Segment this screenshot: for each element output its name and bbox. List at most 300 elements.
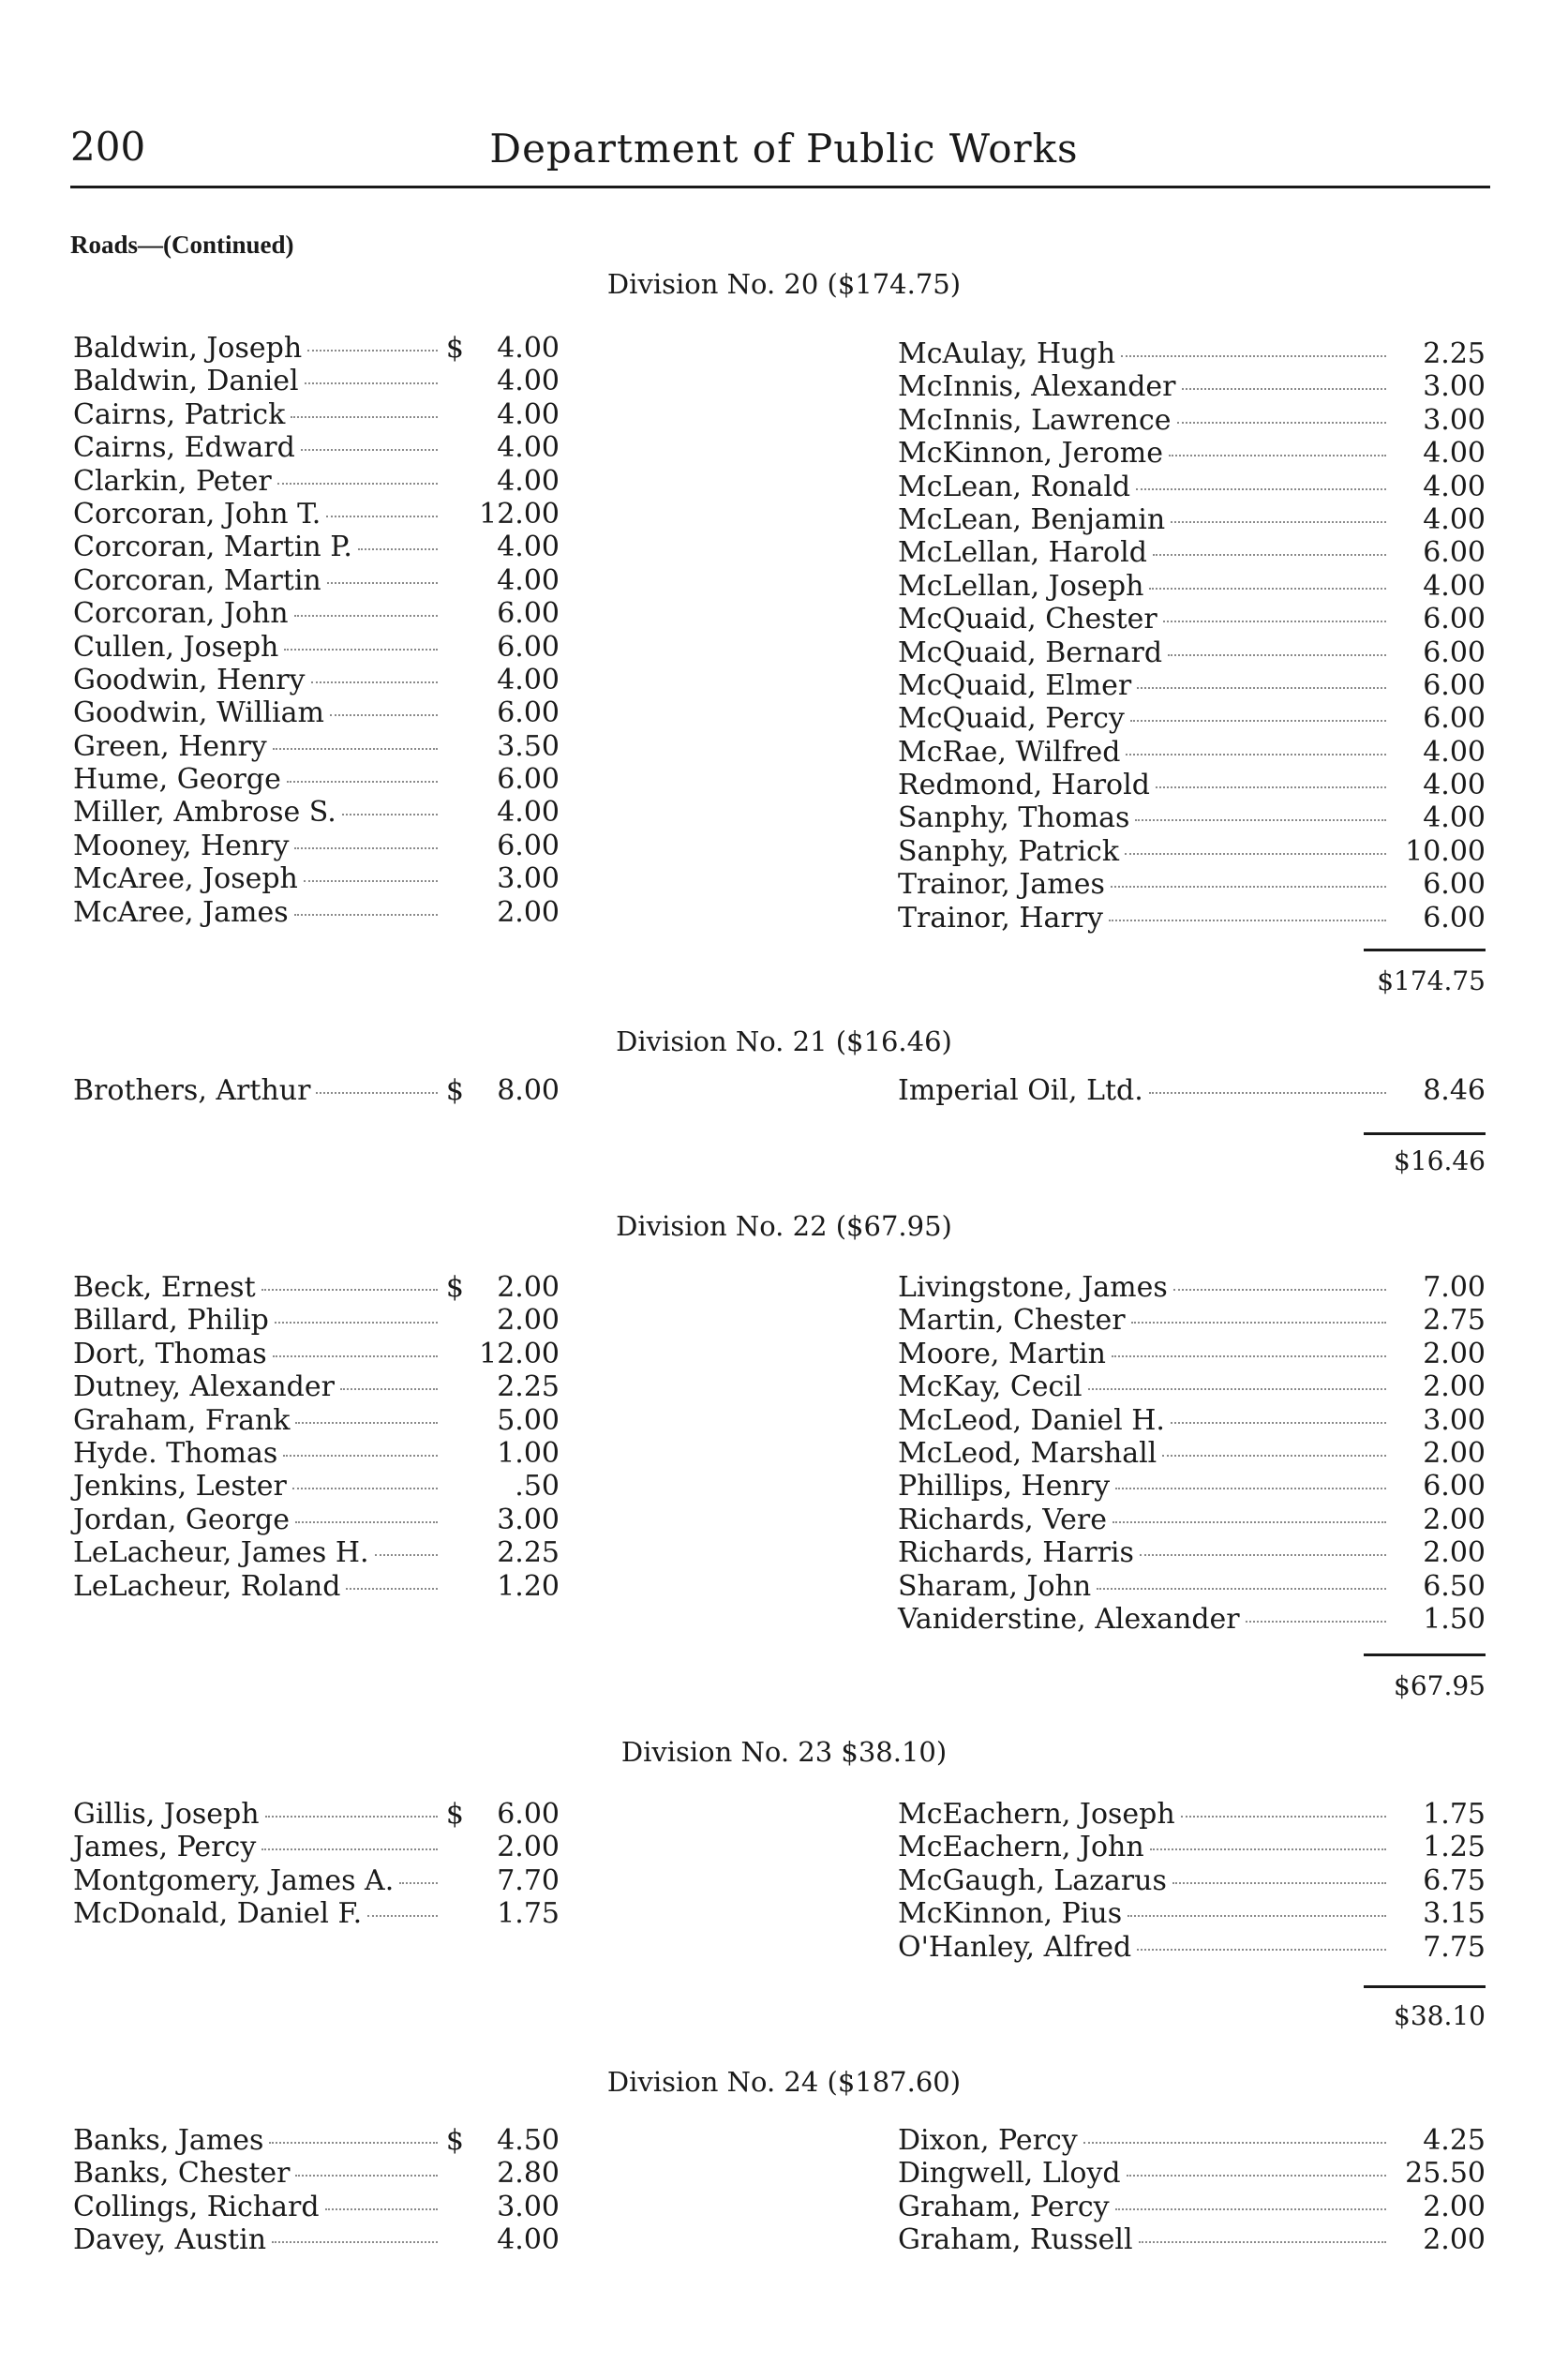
- ledger-row: [73, 2191, 560, 2223]
- ledger-row: [898, 503, 1486, 536]
- payee-name: McAree, James: [73, 895, 289, 929]
- dot-leader: [1173, 1289, 1386, 1291]
- amount: 6.00: [497, 829, 560, 862]
- ledger-row: [73, 431, 560, 464]
- dot-leader: [367, 1915, 438, 1917]
- amount: 6.00: [1423, 603, 1486, 636]
- payee-name: McAulay, Hugh: [898, 337, 1116, 370]
- amount: 2.00: [497, 1271, 560, 1304]
- division-total: $16.46: [1394, 1145, 1486, 1176]
- payee-name: Corcoran, Martin P.: [73, 531, 352, 564]
- ledger-row: [898, 868, 1486, 901]
- amount: 7.75: [1423, 1930, 1486, 1964]
- total-rule: [1364, 1132, 1486, 1135]
- payee-name: Banks, James: [73, 2124, 264, 2157]
- dot-leader: [273, 748, 438, 750]
- payee-name: Goodwin, William: [73, 696, 324, 730]
- division-heading: Division No. 24 ($187.60): [606, 2066, 962, 2098]
- payee-name: Trainor, Harry: [898, 901, 1104, 935]
- dot-leader: [1163, 621, 1386, 622]
- payee-name: McInnis, Lawrence: [898, 403, 1172, 437]
- payee-name: Montgomery, James A.: [73, 1863, 395, 1897]
- payee-name: Jordan, George: [73, 1503, 290, 1536]
- payee-name: Dutney, Alexander: [73, 1370, 335, 1404]
- payee-name: Banks, Chester: [73, 2157, 291, 2191]
- dot-leader: [1140, 1554, 1386, 1556]
- ledger-row: [73, 631, 560, 664]
- ledger-row: [73, 1831, 560, 1863]
- amount: 2.25: [497, 1536, 560, 1570]
- dot-leader: [1153, 554, 1386, 556]
- amount: 2.75: [1423, 1304, 1486, 1338]
- amount: 1.50: [1423, 1602, 1486, 1636]
- division-21-left-column: [73, 1074, 560, 1107]
- dot-leader: [295, 1521, 438, 1523]
- payee-name: Livingstone, James: [898, 1271, 1168, 1304]
- amount: 12.00: [479, 1337, 560, 1370]
- payee-name: McLeod, Marshall: [898, 1436, 1157, 1470]
- header-rule: [70, 186, 1490, 188]
- dot-leader: [1137, 687, 1386, 689]
- dot-leader: [295, 1422, 438, 1424]
- payee-name: Collings, Richard: [73, 2190, 320, 2223]
- payee-name: Graham, Russell: [898, 2223, 1133, 2257]
- ledger-row: [898, 2191, 1486, 2223]
- payee-name: Dort, Thomas: [73, 1337, 267, 1370]
- dot-leader: [342, 814, 438, 815]
- amount: 1.75: [497, 1897, 560, 1931]
- division-20-right-column: [898, 337, 1486, 935]
- amount: 8.00: [497, 1074, 560, 1107]
- amount: 1.00: [497, 1436, 560, 1470]
- ledger-row: [898, 370, 1486, 403]
- dot-leader: [295, 2175, 438, 2177]
- amount: 4.00: [497, 464, 560, 498]
- amount: 3.00: [1423, 403, 1486, 437]
- ledger-row: [898, 437, 1486, 470]
- ledger-row: [898, 1864, 1486, 1897]
- amount: 3.00: [1423, 370, 1486, 404]
- dot-leader: [1112, 1355, 1386, 1357]
- amount: 2.00: [1423, 1436, 1486, 1470]
- dollar-sign: $: [445, 1271, 464, 1304]
- ledger-row: [73, 498, 560, 531]
- ledger-row: [73, 763, 560, 796]
- ledger-row: [73, 830, 560, 862]
- dot-leader: [1182, 388, 1386, 390]
- dot-leader: [1109, 920, 1386, 921]
- amount: 6.50: [1423, 1569, 1486, 1603]
- ledger-row: [898, 702, 1486, 735]
- ledger-row: [73, 696, 560, 729]
- ledger-row: [73, 1370, 560, 1403]
- payee-name: James, Percy: [73, 1831, 257, 1864]
- payee-name: McLeod, Daniel H.: [898, 1403, 1165, 1437]
- amount: 8.46: [1423, 1074, 1486, 1107]
- payee-name: Miller, Ambrose S.: [73, 796, 336, 830]
- division-total: $174.75: [1377, 965, 1486, 996]
- amount: 25.50: [1405, 2157, 1486, 2191]
- dot-leader: [340, 1388, 438, 1390]
- payee-name: Phillips, Henry: [898, 1470, 1111, 1504]
- amount: 1.75: [1423, 1798, 1486, 1831]
- dot-leader: [261, 1848, 438, 1850]
- dollar-sign: $: [445, 332, 464, 365]
- division-20-left-column: [73, 332, 560, 929]
- ledger-row: [898, 1504, 1486, 1536]
- dollar-sign: $: [445, 1074, 464, 1107]
- amount: 7.70: [497, 1863, 560, 1897]
- dollar-sign: $: [445, 1798, 464, 1831]
- total-rule: [1364, 1653, 1486, 1656]
- payee-name: LeLacheur, James H.: [73, 1536, 369, 1570]
- division-22-left-column: [73, 1271, 560, 1603]
- ledger-row: [898, 902, 1486, 935]
- payee-name: Redmond, Harold: [898, 769, 1150, 802]
- dot-leader: [1121, 355, 1386, 357]
- division-24-left-column: [73, 2124, 560, 2257]
- ledger-row: [898, 337, 1486, 370]
- ledger-row: [73, 1570, 560, 1603]
- ledger-row: [898, 471, 1486, 503]
- ledger-row: [73, 2223, 560, 2256]
- ledger-row: [73, 1897, 560, 1930]
- page-number: 200: [70, 124, 146, 170]
- payee-name: McKinnon, Pius: [898, 1897, 1123, 1931]
- payee-name: McGaugh, Lazarus: [898, 1863, 1167, 1897]
- dot-leader: [307, 350, 438, 352]
- amount: 6.75: [1423, 1863, 1486, 1897]
- total-rule: [1364, 1985, 1486, 1988]
- dot-leader: [301, 449, 438, 451]
- dot-leader: [261, 1289, 438, 1291]
- amount: 4.00: [497, 563, 560, 597]
- payee-name: McRae, Wilfred: [898, 735, 1121, 769]
- ledger-row: [898, 1603, 1486, 1636]
- dot-leader: [304, 880, 438, 882]
- dot-leader: [1125, 853, 1386, 855]
- ledger-row: [73, 796, 560, 829]
- payee-name: Baldwin, Daniel: [73, 365, 299, 398]
- payee-name: Corcoran, John T.: [73, 497, 321, 531]
- dot-leader: [325, 2208, 438, 2210]
- payee-name: Beck, Ernest: [73, 1271, 256, 1304]
- dot-leader: [294, 615, 438, 617]
- ledger-row: [898, 769, 1486, 801]
- ledger-row: [898, 536, 1486, 569]
- amount: 2.00: [1423, 1503, 1486, 1536]
- amount: 6.00: [497, 630, 560, 664]
- amount: 6.00: [1423, 702, 1486, 736]
- amount: 4.25: [1423, 2124, 1486, 2157]
- amount: 6.00: [1423, 536, 1486, 570]
- amount: 2.00: [1423, 1370, 1486, 1404]
- payee-name: McAree, Joseph: [73, 862, 298, 896]
- amount: 2.00: [1423, 2223, 1486, 2257]
- dot-leader: [1181, 1816, 1386, 1818]
- payee-name: Mooney, Henry: [73, 829, 290, 862]
- payee-name: McKay, Cecil: [898, 1370, 1083, 1404]
- payee-name: Moore, Martin: [898, 1337, 1106, 1370]
- amount: 6.00: [497, 763, 560, 797]
- dot-leader: [294, 847, 438, 849]
- dot-leader: [284, 649, 438, 651]
- ledger-row: [898, 669, 1486, 702]
- payee-name: McQuaid, Bernard: [898, 636, 1163, 669]
- amount: 1.25: [1423, 1831, 1486, 1864]
- ledger-row: [898, 1536, 1486, 1569]
- amount: 4.00: [497, 431, 560, 465]
- amount: 4.50: [497, 2124, 560, 2157]
- page-title: Department of Public Works: [489, 126, 1079, 172]
- dot-leader: [1246, 1621, 1386, 1623]
- ledger-row: [898, 1931, 1486, 1964]
- total-rule: [1364, 949, 1486, 951]
- amount: 2.25: [497, 1370, 560, 1404]
- dot-leader: [1139, 2241, 1386, 2243]
- amount: 4.00: [497, 531, 560, 564]
- amount: 4.00: [1423, 569, 1486, 603]
- ledger-row: [73, 597, 560, 630]
- ledger-row: [898, 1897, 1486, 1930]
- dot-leader: [305, 382, 438, 384]
- dot-leader: [1162, 1455, 1386, 1457]
- ledger-row: [73, 730, 560, 763]
- ledger-row: [73, 1864, 560, 1897]
- amount: 2.25: [1423, 337, 1486, 370]
- dot-leader: [1149, 588, 1386, 590]
- ledger-row: [898, 1470, 1486, 1503]
- amount: 7.00: [1423, 1271, 1486, 1304]
- payee-name: McKinnon, Jerome: [898, 437, 1164, 471]
- ledger-row: [73, 332, 560, 365]
- amount: 1.20: [497, 1569, 560, 1603]
- amount: 3.00: [1423, 1403, 1486, 1437]
- amount: 2.00: [497, 1304, 560, 1338]
- amount: 2.80: [497, 2157, 560, 2191]
- payee-name: Clarkin, Peter: [73, 464, 272, 498]
- ledger-row: [73, 1271, 560, 1304]
- dot-leader: [272, 2241, 438, 2243]
- amount: 2.00: [1423, 1337, 1486, 1370]
- dot-leader: [1156, 786, 1386, 788]
- amount: 6.00: [1423, 901, 1486, 935]
- dot-leader: [1115, 2208, 1386, 2210]
- division-total: $67.95: [1394, 1670, 1486, 1701]
- payee-name: Corcoran, Martin: [73, 563, 321, 597]
- dot-leader: [375, 1554, 438, 1556]
- dot-leader: [287, 781, 438, 783]
- dot-leader: [292, 1488, 438, 1489]
- dot-leader: [1097, 1588, 1386, 1590]
- payee-name: Martin, Chester: [898, 1304, 1126, 1338]
- payee-name: McLellan, Harold: [898, 536, 1147, 570]
- payee-name: Green, Henry: [73, 729, 267, 763]
- division-heading: Division No. 23 $38.10): [620, 1736, 948, 1768]
- ledger-row: [898, 570, 1486, 603]
- amount: 4.00: [497, 397, 560, 431]
- payee-name: Hyde. Thomas: [73, 1436, 278, 1470]
- ledger-row: [898, 1437, 1486, 1470]
- payee-name: McQuaid, Percy: [898, 702, 1125, 736]
- payee-name: McQuaid, Chester: [898, 603, 1157, 636]
- ledger-row: [898, 603, 1486, 636]
- payee-name: McEachern, John: [898, 1831, 1144, 1864]
- amount: 6.00: [1423, 1470, 1486, 1504]
- amount: 2.00: [497, 1831, 560, 1864]
- payee-name: Dingwell, Lloyd: [898, 2157, 1121, 2191]
- ledger-row: [898, 1404, 1486, 1437]
- payee-name: Hume, George: [73, 763, 281, 797]
- dot-leader: [326, 516, 438, 517]
- dot-leader: [358, 548, 438, 550]
- payee-name: McDonald, Daniel F.: [73, 1897, 363, 1931]
- ledger-row: [73, 564, 560, 597]
- ledger-row: [898, 835, 1486, 868]
- ledger-row: [73, 1470, 560, 1503]
- ledger-row: [73, 398, 560, 431]
- amount: 2.00: [497, 895, 560, 929]
- amount: 4.00: [1423, 769, 1486, 802]
- payee-name: Cairns, Patrick: [73, 397, 286, 431]
- division-23-left-column: [73, 1798, 560, 1931]
- dot-leader: [1137, 1949, 1386, 1951]
- dot-leader: [1135, 819, 1386, 821]
- ledger-row: [898, 1798, 1486, 1831]
- payee-name: McLellan, Joseph: [898, 569, 1144, 603]
- amount: 3.15: [1423, 1897, 1486, 1931]
- amount: 6.00: [1423, 868, 1486, 902]
- payee-name: Billard, Philip: [73, 1304, 269, 1338]
- payee-name: McLean, Ronald: [898, 470, 1131, 503]
- dot-leader: [1177, 422, 1386, 424]
- payee-name: LeLacheur, Roland: [73, 1569, 341, 1603]
- dot-leader: [327, 582, 438, 584]
- ledger-row: [73, 531, 560, 563]
- dot-leader: [269, 2142, 438, 2144]
- payee-name: Graham, Frank: [73, 1403, 291, 1437]
- ledger-row: [898, 1338, 1486, 1370]
- ledger-row: [898, 404, 1486, 437]
- dot-leader: [1088, 1388, 1386, 1390]
- ledger-row: [898, 1570, 1486, 1603]
- division-24-right-column: [898, 2124, 1486, 2257]
- dot-leader: [1127, 1915, 1386, 1917]
- dot-leader: [291, 416, 438, 418]
- dot-leader: [283, 1455, 438, 1457]
- payee-name: Baldwin, Joseph: [73, 332, 303, 365]
- amount: 4.00: [497, 796, 560, 830]
- payee-name: McQuaid, Elmer: [898, 668, 1132, 702]
- amount: 4.00: [497, 2223, 560, 2257]
- payee-name: Trainor, James: [898, 868, 1105, 902]
- dot-leader: [1149, 1092, 1386, 1094]
- dot-leader: [265, 1816, 438, 1818]
- amount: 3.50: [497, 729, 560, 763]
- payee-name: Corcoran, John: [73, 597, 289, 631]
- ledger-row: [73, 1536, 560, 1569]
- payee-name: Brothers, Arthur: [73, 1074, 311, 1107]
- section-heading: Roads—(Continued): [70, 231, 294, 259]
- division-23-right-column: [898, 1798, 1486, 1964]
- ledger-row: [73, 1404, 560, 1437]
- dot-leader: [316, 1092, 438, 1094]
- dot-leader: [1111, 886, 1386, 888]
- dot-leader: [294, 914, 438, 916]
- amount: 6.00: [1423, 668, 1486, 702]
- amount: .50: [515, 1470, 560, 1504]
- dollar-sign: $: [445, 2124, 464, 2157]
- dot-leader: [1115, 1488, 1386, 1489]
- ledger-row: [898, 1074, 1486, 1107]
- dot-leader: [1172, 1882, 1386, 1884]
- payee-name: Jenkins, Lester: [73, 1470, 287, 1504]
- ledger-row: [898, 636, 1486, 669]
- payee-name: Cullen, Joseph: [73, 630, 279, 664]
- payee-name: McEachern, Joseph: [898, 1798, 1175, 1831]
- amount: 12.00: [479, 497, 560, 531]
- amount: 3.00: [497, 1503, 560, 1536]
- ledger-row: [898, 1831, 1486, 1863]
- amount: 3.00: [497, 2190, 560, 2223]
- ledger-row: [73, 2124, 560, 2157]
- dot-leader: [1150, 1848, 1386, 1850]
- division-total: $38.10: [1394, 2000, 1486, 2031]
- payee-name: Vaniderstine, Alexander: [898, 1602, 1240, 1636]
- ledger-row: [898, 1304, 1486, 1337]
- payee-name: Graham, Percy: [898, 2190, 1110, 2223]
- amount: 5.00: [497, 1403, 560, 1437]
- ledger-row: [73, 1338, 560, 1370]
- dot-leader: [311, 681, 439, 683]
- dot-leader: [1127, 2175, 1386, 2177]
- amount: 6.00: [497, 597, 560, 631]
- ledger-row: [73, 1798, 560, 1831]
- dot-leader: [1171, 521, 1386, 523]
- ledger-row: [73, 862, 560, 895]
- division-heading: Division No. 20 ($174.75): [606, 268, 962, 300]
- ledger-row: [898, 801, 1486, 834]
- ledger-row: [898, 2157, 1486, 2190]
- amount: 4.00: [1423, 437, 1486, 471]
- payee-name: Dixon, Percy: [898, 2124, 1078, 2157]
- dot-leader: [399, 1882, 438, 1884]
- payee-name: Gillis, Joseph: [73, 1798, 260, 1831]
- ledger-row: [898, 2124, 1486, 2157]
- ledger-row: [898, 736, 1486, 769]
- amount: 4.00: [1423, 801, 1486, 835]
- ledger-row: [73, 1504, 560, 1536]
- ledger-row: [898, 2223, 1486, 2256]
- amount: 2.00: [1423, 2190, 1486, 2223]
- division-heading: Division No. 22 ($67.95): [616, 1210, 952, 1242]
- division-heading: Division No. 21 ($16.46): [616, 1025, 952, 1057]
- ledger-row: [73, 465, 560, 498]
- payee-name: Sharam, John: [898, 1569, 1092, 1603]
- amount: 4.00: [1423, 735, 1486, 769]
- amount: 4.00: [497, 365, 560, 398]
- dot-leader: [273, 1355, 438, 1357]
- payee-name: McLean, Benjamin: [898, 502, 1166, 536]
- division-22-right-column: [898, 1271, 1486, 1636]
- dot-leader: [277, 483, 438, 485]
- amount: 6.00: [1423, 636, 1486, 669]
- dot-leader: [1126, 754, 1386, 756]
- dot-leader: [1169, 455, 1386, 456]
- amount: 4.00: [1423, 470, 1486, 503]
- payee-name: Richards, Vere: [898, 1503, 1107, 1536]
- ledger-row: [73, 1074, 560, 1107]
